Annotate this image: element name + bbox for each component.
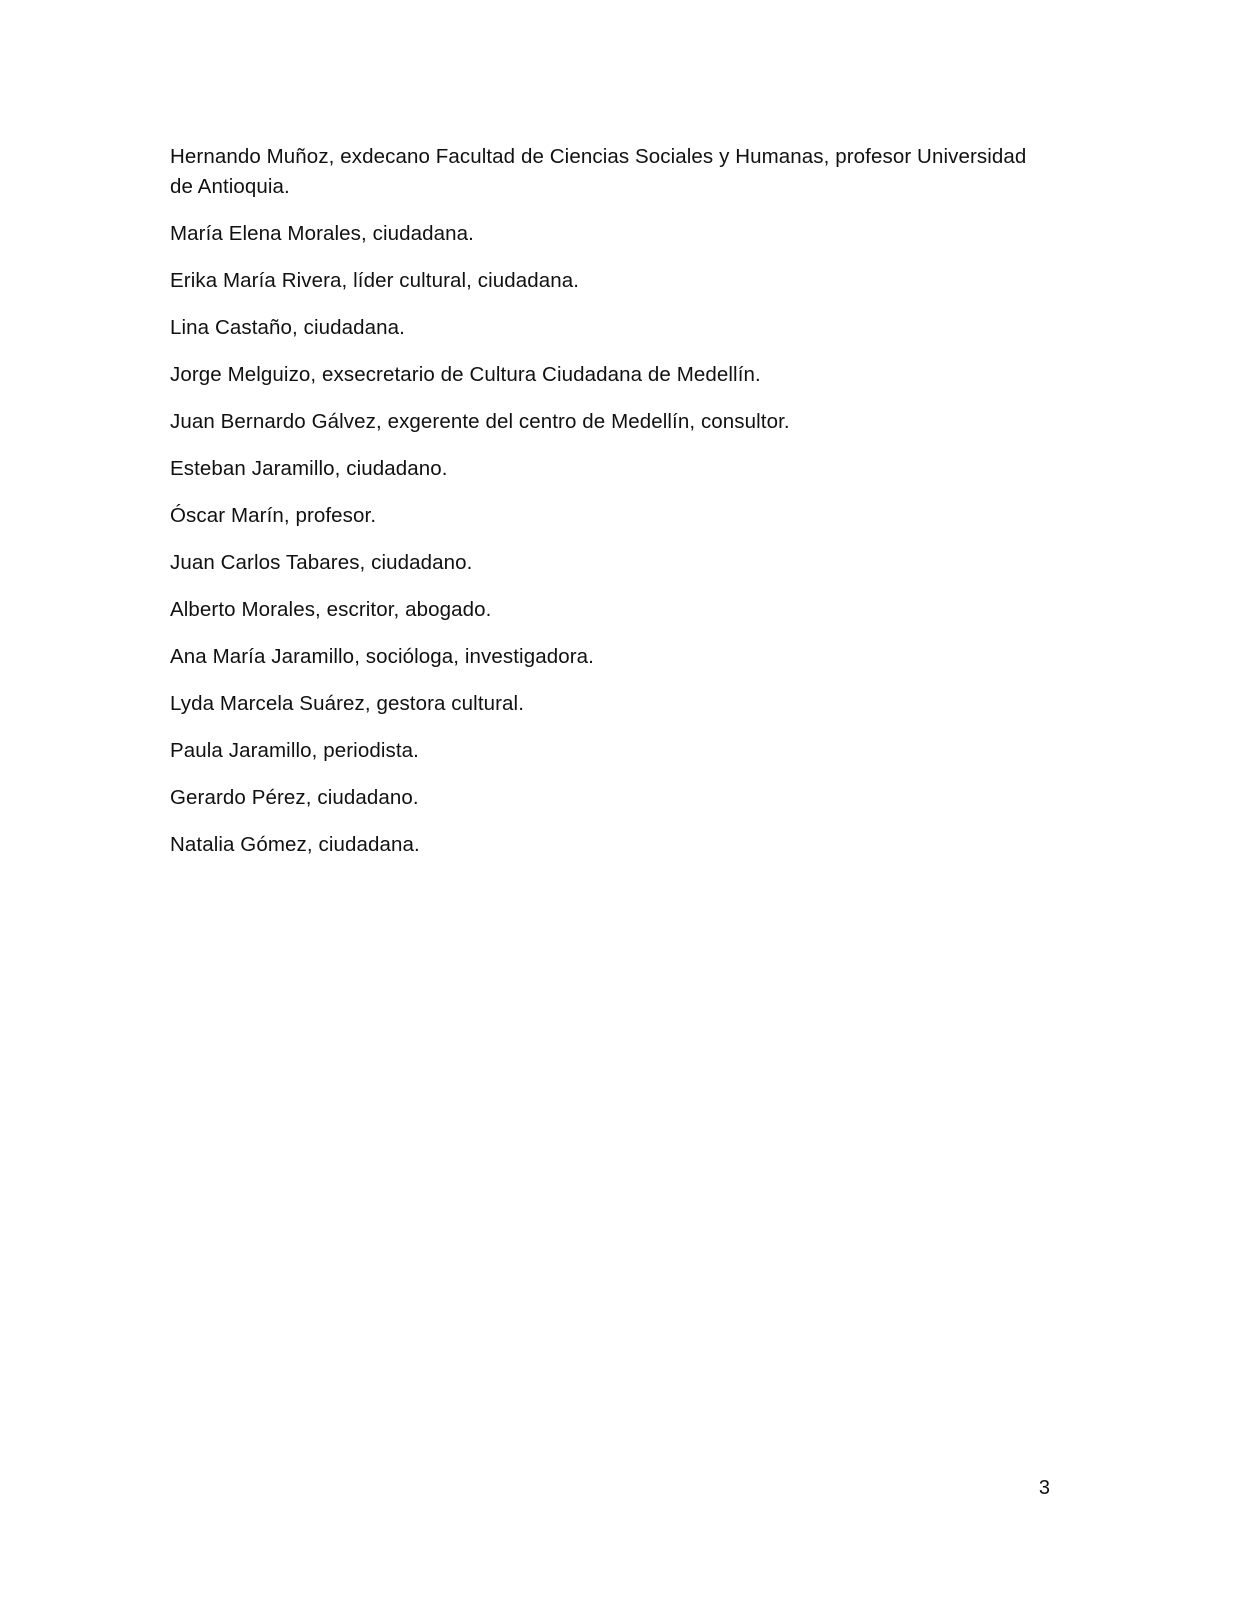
- page-number: 3: [1038, 1477, 1050, 1499]
- signatory-list: [170, 142, 1055, 877]
- signatory-entry: Esteban Jaramillo, ciudadano.: [170, 457, 448, 480]
- signatory-entry: Natalia Gómez, ciudadana.: [170, 833, 420, 856]
- signatory-entry: Paula Jaramillo, periodista.: [170, 739, 419, 762]
- signatory-entry: Hernando Muñoz, exdecano Facultad de Ciencias Sociales y Humanas, profesor Universidad de Antioquia.: [170, 145, 1027, 198]
- signatory-entry: Ana María Jaramillo, socióloga, investigadora.: [170, 645, 594, 668]
- signatory-entry: Lyda Marcela Suárez, gestora cultural.: [170, 692, 524, 715]
- signatory-entry: Jorge Melguizo, exsecretario de Cultura Ciudadana de Medellín.: [170, 363, 761, 386]
- signatory-entry: Lina Castaño, ciudadana.: [170, 316, 405, 339]
- signatory-entry: Alberto Morales, escritor, abogado.: [170, 598, 492, 621]
- signatory-entry: Juan Carlos Tabares, ciudadano.: [170, 551, 473, 574]
- signatory-entry: María Elena Morales, ciudadana.: [170, 222, 474, 245]
- signatory-entry: Óscar Marín, profesor.: [170, 504, 377, 527]
- signatory-entry: Erika María Rivera, líder cultural, ciudadana.: [170, 269, 580, 292]
- signatory-entry: Gerardo Pérez, ciudadano.: [170, 786, 419, 809]
- signatory-entry: Juan Bernardo Gálvez, exgerente del centro de Medellín, consultor.: [170, 410, 790, 433]
